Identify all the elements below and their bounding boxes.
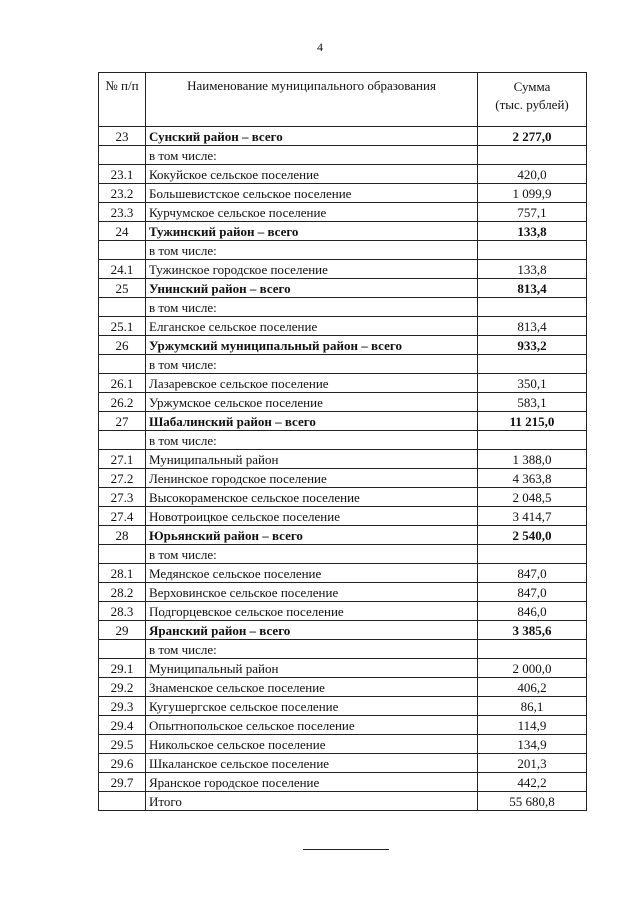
row-number-cell: 27.3: [99, 488, 146, 507]
row-number-cell: 26.1: [99, 374, 146, 393]
row-name-cell: Сунский район – всего: [146, 127, 478, 146]
row-name-cell: Яранское городское поселение: [146, 773, 478, 792]
row-number-cell: 28.1: [99, 564, 146, 583]
row-sum-cell: 406,2: [478, 678, 587, 697]
row-number-cell: 28.3: [99, 602, 146, 621]
table-row: [99, 773, 587, 792]
allocation-table: [98, 72, 587, 811]
row-name-cell: Медянское сельское поселение: [146, 564, 478, 583]
table-row: [99, 127, 587, 146]
table-row: [99, 374, 587, 393]
row-sum-cell: 2 277,0: [478, 127, 587, 146]
row-name-cell: в том числе:: [146, 146, 478, 165]
row-number-cell: 25.1: [99, 317, 146, 336]
table-row: [99, 735, 587, 754]
row-sum-cell: 114,9: [478, 716, 587, 735]
table-row: [99, 716, 587, 735]
row-sum-cell: [478, 545, 587, 564]
row-name-cell: в том числе:: [146, 241, 478, 260]
row-name-cell: в том числе:: [146, 298, 478, 317]
table-row: [99, 317, 587, 336]
table-row: [99, 279, 587, 298]
header-row: [99, 73, 587, 127]
table-row: [99, 298, 587, 317]
row-sum-cell: 2 000,0: [478, 659, 587, 678]
row-name-cell: Опытнопольское сельское поселение: [146, 716, 478, 735]
row-name-cell: Итого: [146, 792, 478, 811]
row-name-cell: Знаменское сельское поселение: [146, 678, 478, 697]
row-sum-cell: 420,0: [478, 165, 587, 184]
row-name-cell: Уржумское сельское поселение: [146, 393, 478, 412]
row-name-cell: Лазаревское сельское поселение: [146, 374, 478, 393]
table-row: [99, 678, 587, 697]
row-name-cell: Подгорцевское сельское поселение: [146, 602, 478, 621]
table-row: [99, 469, 587, 488]
row-sum-cell: 2 048,5: [478, 488, 587, 507]
table-row: [99, 260, 587, 279]
row-name-cell: Тужинский район – всего: [146, 222, 478, 241]
row-name-cell: Большевистское сельское поселение: [146, 184, 478, 203]
row-number-cell: 28: [99, 526, 146, 545]
table-row: [99, 241, 587, 260]
row-sum-cell: 3 414,7: [478, 507, 587, 526]
row-number-cell: 29.6: [99, 754, 146, 773]
row-sum-cell: [478, 146, 587, 165]
row-sum-cell: 847,0: [478, 564, 587, 583]
table-row: [99, 754, 587, 773]
row-number-cell: 27.1: [99, 450, 146, 469]
row-number-cell: 29.1: [99, 659, 146, 678]
row-number-cell: [99, 298, 146, 317]
row-name-cell: Ленинское городское поселение: [146, 469, 478, 488]
row-name-cell: в том числе:: [146, 355, 478, 374]
row-number-cell: 26.2: [99, 393, 146, 412]
row-name-cell: Новотроицкое сельское поселение: [146, 507, 478, 526]
table-row: [99, 450, 587, 469]
row-number-cell: 27.4: [99, 507, 146, 526]
row-number-cell: [99, 792, 146, 811]
footer-divider: [303, 849, 389, 850]
row-sum-cell: 2 540,0: [478, 526, 587, 545]
row-sum-cell: [478, 241, 587, 260]
row-sum-cell: 846,0: [478, 602, 587, 621]
row-number-cell: 26: [99, 336, 146, 355]
row-number-cell: 24.1: [99, 260, 146, 279]
row-name-cell: Тужинское городское поселение: [146, 260, 478, 279]
row-name-cell: Юрьянский район – всего: [146, 526, 478, 545]
row-number-cell: 29.7: [99, 773, 146, 792]
table-row: [99, 564, 587, 583]
row-sum-cell: [478, 640, 587, 659]
row-number-cell: 29.5: [99, 735, 146, 754]
table-row: [99, 621, 587, 640]
row-number-cell: [99, 545, 146, 564]
row-number-cell: 29.2: [99, 678, 146, 697]
row-sum-cell: 847,0: [478, 583, 587, 602]
table-row: [99, 507, 587, 526]
row-sum-cell: 583,1: [478, 393, 587, 412]
row-name-cell: в том числе:: [146, 431, 478, 450]
table-row: [99, 146, 587, 165]
table-header: [99, 73, 587, 127]
row-number-cell: 27.2: [99, 469, 146, 488]
row-sum-cell: 813,4: [478, 317, 587, 336]
row-name-cell: в том числе:: [146, 545, 478, 564]
table-row: [99, 697, 587, 716]
row-number-cell: 23.3: [99, 203, 146, 222]
row-name-cell: Никольское сельское поселение: [146, 735, 478, 754]
table-row: [99, 355, 587, 374]
row-sum-cell: [478, 355, 587, 374]
row-name-cell: Верховинское сельское поселение: [146, 583, 478, 602]
row-number-cell: 23: [99, 127, 146, 146]
row-sum-cell: 133,8: [478, 260, 587, 279]
row-sum-cell: 133,8: [478, 222, 587, 241]
table-body: [99, 127, 587, 811]
row-sum-cell: 442,2: [478, 773, 587, 792]
row-number-cell: 29.3: [99, 697, 146, 716]
page-number: 4: [317, 40, 323, 54]
row-name-cell: Курчумское сельское поселение: [146, 203, 478, 222]
table-row: [99, 583, 587, 602]
table-row: [99, 222, 587, 241]
row-name-cell: Яранский район – всего: [146, 621, 478, 640]
row-number-cell: 29.4: [99, 716, 146, 735]
table-row: [99, 488, 587, 507]
row-sum-cell: 201,3: [478, 754, 587, 773]
table-row: [99, 640, 587, 659]
row-sum-cell: 11 215,0: [478, 412, 587, 431]
row-number-cell: 25: [99, 279, 146, 298]
row-sum-cell: [478, 431, 587, 450]
row-number-cell: 23.2: [99, 184, 146, 203]
table-row: [99, 184, 587, 203]
header-sum: [478, 73, 587, 127]
row-number-cell: 27: [99, 412, 146, 431]
row-sum-cell: 55 680,8: [478, 792, 587, 811]
row-name-cell: в том числе:: [146, 640, 478, 659]
row-number-cell: [99, 241, 146, 260]
row-sum-cell: 134,9: [478, 735, 587, 754]
row-sum-cell: 86,1: [478, 697, 587, 716]
header-sum-label: Сумма: [513, 79, 551, 94]
table-row: [99, 526, 587, 545]
row-name-cell: Шкаланское сельское поселение: [146, 754, 478, 773]
row-sum-cell: [478, 298, 587, 317]
row-number-cell: 28.2: [99, 583, 146, 602]
row-name-cell: Унинский район – всего: [146, 279, 478, 298]
table-row: [99, 203, 587, 222]
row-number-cell: [99, 146, 146, 165]
row-sum-cell: 757,1: [478, 203, 587, 222]
row-sum-cell: 933,2: [478, 336, 587, 355]
table-row: [99, 336, 587, 355]
table-row: [99, 545, 587, 564]
row-sum-cell: 813,4: [478, 279, 587, 298]
row-sum-cell: 4 363,8: [478, 469, 587, 488]
row-number-cell: 24: [99, 222, 146, 241]
row-sum-cell: 350,1: [478, 374, 587, 393]
row-name-cell: Шабалинский район – всего: [146, 412, 478, 431]
header-num: № п/п: [99, 73, 146, 127]
table-row: [99, 659, 587, 678]
table-row: [99, 792, 587, 811]
row-number-cell: [99, 431, 146, 450]
row-name-cell: Елганское сельское поселение: [146, 317, 478, 336]
header-sum-unit: (тыс. рублей): [495, 97, 569, 112]
table-row: [99, 431, 587, 450]
row-number-cell: [99, 355, 146, 374]
row-number-cell: [99, 640, 146, 659]
row-number-cell: 29: [99, 621, 146, 640]
row-sum-cell: 3 385,6: [478, 621, 587, 640]
table-row: [99, 412, 587, 431]
row-number-cell: 23.1: [99, 165, 146, 184]
table-row: [99, 165, 587, 184]
header-name: Наименование муниципального образования: [146, 73, 478, 127]
row-sum-cell: 1 099,9: [478, 184, 587, 203]
table-row: [99, 602, 587, 621]
row-name-cell: Уржумский муниципальный район – всего: [146, 336, 478, 355]
row-sum-cell: 1 388,0: [478, 450, 587, 469]
row-name-cell: Муниципальный район: [146, 450, 478, 469]
row-name-cell: Высокораменское сельское поселение: [146, 488, 478, 507]
row-name-cell: Муниципальный район: [146, 659, 478, 678]
row-name-cell: Кугушергское сельское поселение: [146, 697, 478, 716]
row-name-cell: Кокуйское сельское поселение: [146, 165, 478, 184]
table-row: [99, 393, 587, 412]
